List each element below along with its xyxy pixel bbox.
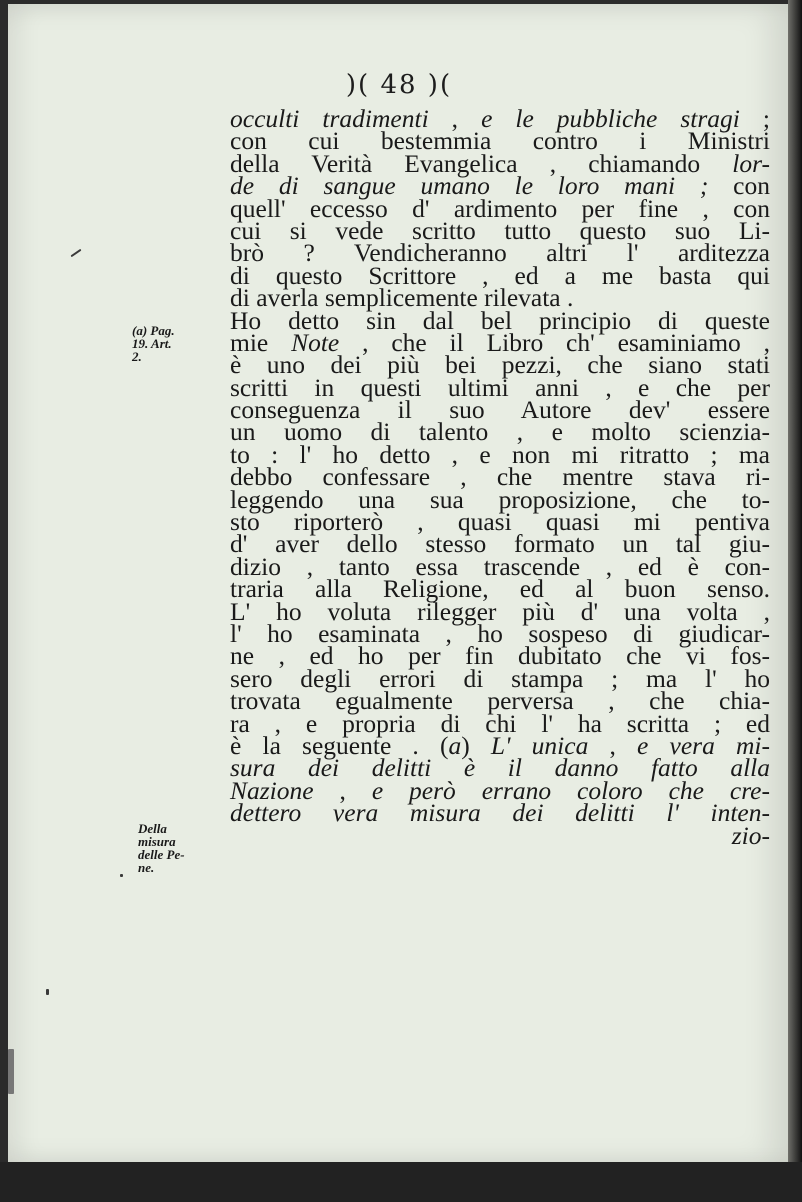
- text-segment: zio-: [731, 820, 770, 850]
- text-segment: sura dei delitti è il danno fatto alla: [230, 753, 770, 783]
- text-segment: e vera mi-: [637, 730, 770, 760]
- text-segment: brò ? Vendicheranno altri l' arditezza: [230, 238, 770, 268]
- text-segment: con cui bestemmia contro i Ministri: [230, 126, 770, 156]
- text-segment: L' unica: [490, 730, 589, 760]
- margin-note-line: ne.: [138, 860, 155, 875]
- text-segment: è la seguente . (: [230, 730, 449, 760]
- margin-note-line: Della: [138, 821, 167, 836]
- ink-fleck: [71, 249, 82, 258]
- text-segment: e però errano coloro che cre-: [371, 775, 770, 805]
- page-header: )( 48 )(: [345, 70, 453, 100]
- text-segment: con: [708, 171, 770, 201]
- text-segment: Ho detto sin dal bel principio di queste: [230, 305, 770, 335]
- text-segment: , che il Libro ch' esaminiamo ,: [339, 327, 770, 357]
- text-segment: sto riporterò , quasi quasi mi pentiva: [230, 507, 770, 537]
- text-segment: leggendo una sua proposizione, che to-: [230, 484, 770, 514]
- text-line: [230, 798, 770, 828]
- text-segment: di averla semplicemente rilevata .: [230, 283, 574, 313]
- margin-note-line: delle Pe-: [138, 847, 185, 862]
- ink-fleck: [46, 989, 49, 995]
- text-segment: Nazione: [230, 775, 314, 805]
- margin-note-reference: [132, 324, 175, 363]
- text-segment: a: [448, 730, 462, 760]
- body-text: [230, 104, 771, 850]
- text-segment: ,: [428, 104, 482, 133]
- text-segment: ;: [739, 104, 771, 133]
- text-segment: Note: [291, 327, 340, 357]
- text-segment: quell' eccesso d' ardimento per fine , con: [230, 193, 770, 223]
- text-segment: un uomo di talento , e molto scienzia-: [230, 417, 770, 447]
- text-segment: debbo confessare , che mentre stava ri-: [230, 462, 770, 492]
- text-segment: to : l' ho detto , e non mi ritratto ; ma: [230, 439, 770, 469]
- text-segment: ra , e propria di chi l' ha scritta ; ed: [230, 708, 770, 738]
- text-segment: è uno dei più bei pezzi, che siano stati: [230, 350, 770, 380]
- text-segment: traria alla Religione, ed al buon senso.: [230, 574, 770, 604]
- text-segment: sero degli errori di stampa ; ma l' ho: [230, 663, 770, 693]
- page-bottom-edge: [0, 1162, 802, 1202]
- text-segment: ,: [588, 730, 638, 760]
- text-segment: dettero vera misura dei delitti l' inten-: [230, 798, 770, 828]
- ink-fleck: [120, 874, 123, 877]
- text-segment: l' ho esaminata , ho sospeso di giudicar-: [230, 618, 770, 648]
- margin-note-della-misura: [138, 822, 185, 874]
- text-segment: ne , ed ho per fin dubitato che vi fos-: [230, 641, 770, 671]
- text-segment: cui si vede scritto tutto questo suo Li-: [230, 215, 770, 245]
- text-segment: della Verità Evangelica , chiamando: [230, 148, 733, 178]
- text-line: [230, 820, 770, 850]
- text-segment: lor-: [732, 148, 770, 178]
- text-segment: d' aver dello stesso formato un tal giu-: [230, 529, 770, 559]
- page-right-edge-shadow: [788, 0, 802, 1202]
- text-segment: conseguenza il suo Autore dev' essere: [230, 395, 770, 425]
- margin-note-line: (a) Pag.: [132, 323, 175, 338]
- text-segment: scritti in questi ultimi anni , e che per: [230, 372, 770, 402]
- margin-note-line: misura: [138, 834, 176, 849]
- text-segment: dizio , tanto essa trascende , ed è con-: [230, 551, 770, 581]
- text-segment: occulti tradimenti: [230, 104, 429, 133]
- text-segment: L' ho voluta rilegger più d' una volta ,: [230, 596, 770, 626]
- text-segment: ): [461, 730, 491, 760]
- text-segment: di questo Scrittore , ed a me basta qui: [230, 260, 770, 290]
- text-segment: ,: [313, 775, 372, 805]
- text-segment: mie: [230, 327, 292, 357]
- margin-note-line: 19. Art.: [132, 336, 172, 351]
- margin-note-line: 2.: [132, 349, 142, 364]
- text-segment: de di sangue umano le loro mani ;: [230, 171, 709, 201]
- book-page: [8, 4, 790, 1164]
- ink-fleck: [8, 1049, 14, 1094]
- text-segment: trovata egualmente perversa , che chia-: [230, 686, 770, 716]
- text-segment: e le pubbliche stragi: [481, 104, 740, 133]
